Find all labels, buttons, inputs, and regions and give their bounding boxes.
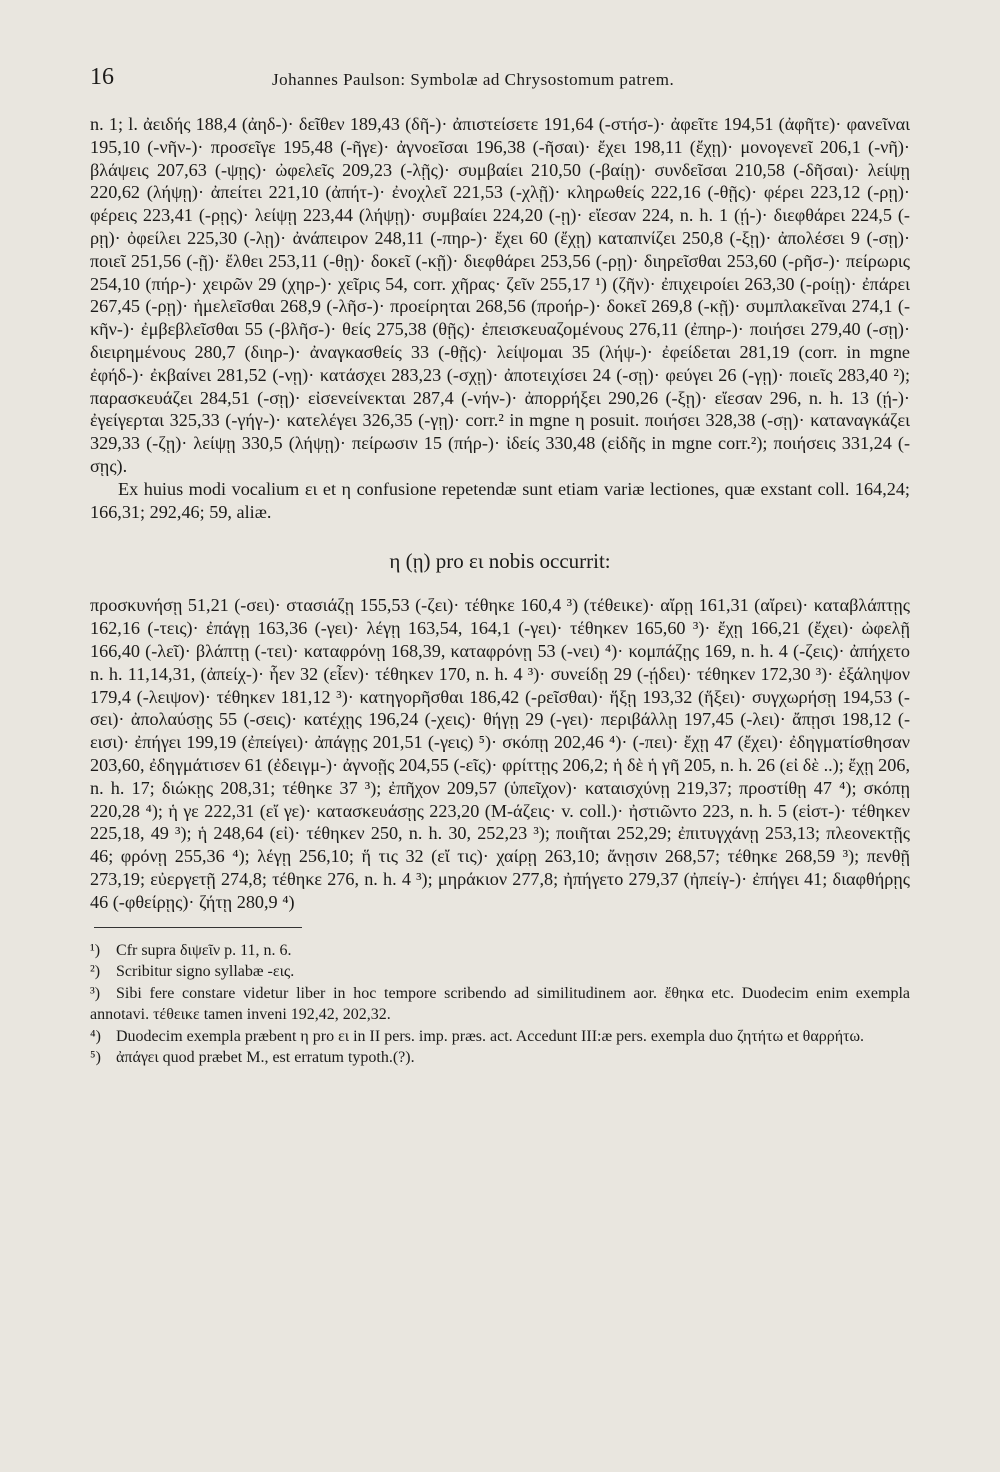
main-text: [90, 113, 910, 1069]
footnote: [90, 983, 910, 1026]
footnote-text: Sibi fere constare videtur liber in hoc tempore scribendo ad similitudinem aor. ἔθηκα etc. Duodecim enim exempla annotavi. τέθεικε tamen inveni 192,42, 202,32.: [90, 984, 910, 1023]
running-title: Johannes Paulson: Symbolæ ad Chrysostomum patrem.: [272, 70, 675, 89]
footnote-text: Scribitur signo syllabæ -εις.: [116, 963, 295, 980]
page-number: 16: [90, 64, 114, 90]
footnotes: [90, 940, 910, 1069]
paragraph-remark: Ex huius modi vocalium ει et η confusione repetendæ sunt etiam variæ lectiones, quæ exstant coll. 164,24; 166,31; 292,46; 59, aliæ.: [90, 478, 910, 522]
footnote: [90, 961, 910, 983]
footnote-mark: ⁵): [90, 1049, 101, 1066]
footnote-text: ἀπάγει quod præbet M., est erratum typoth.(?).: [116, 1049, 415, 1066]
section-heading: η (ῃ) pro ει nobis occurrit:: [389, 549, 611, 574]
footnote-mark: ²): [90, 963, 101, 980]
footnote: [90, 1026, 910, 1048]
footnote-mark: ⁴): [90, 1027, 101, 1045]
footnote-text: Duodecim exempla præbent η pro ει in II pers. imp. præs. act. Accedunt III:æ pers. exempla duo ζητήτω et θαρρήτω.: [116, 1027, 865, 1045]
footnote-mark: ³): [90, 984, 101, 1002]
paragraph-examples: προσκυνήσῃ 51,21 (-σει)· στασιάζῃ 155,53 (-ζει)· τέθηκε 160,4 ³) (τέθεικε)· αἴρῃ 161,31 (αἴρει)· καταβλάπτῃς 162,16 (-τεις)· ἐπάγῃ 163,36 (-γει)· λέγῃ 163,54, 164,1 (-γει)· τέθηκεν 165,60 ³)· ἔχῃ 166,21 (ἔχει)· ὠφελῇ 166,40 (-λεῖ)· βλάπτῃ (-τει)· καταφρόνῃ 168,39, καταφρόνῃ 53 (-νει) ⁴)· κομπάζῃς 169, n. h. 4 (-ζεις)· ἀπήχετο n. h. 11,14,31, (ἀπείχ-)· ἧεν 32 (εἶεν)· τέθηκεν 170, n. h. 4 ³)· συνείδῃ 29 (-ῄδει)· τέθηκεν 172,30 ³)· ἐξάληψον 179,4 (-λειψον)· τέθηκεν 181,12 ³)· κατηγορῆσθαι 186,42 (-ρεῖσθαι)· ἥξῃ 193,32 (ἥξει)· συγχωρήσῃ 194,53 (-σει)· ἀπολαύσῃς 55 (-σεις)· κατέχῃς 196,24 (-χεις)· θήγῃ 29 (-γει)· περιβάλλῃ 197,45 (-λει)· ἄπῃσι 198,12 (-εισι)· ἐπήγει 199,19 (ἐπείγει)· ἀπάγῃς 201,51 (-γεις) ⁵)· σκόπῃ 202,46 ⁴)· (-πει)· ἔχῃ 47 (ἔχει)· ἐδηγματίσθησαν 203,60, ἐδηγμάτισεν 61 (ἐδειγμ-)· ἀγνοῇς 204,55 (-εῖς)· φρίττῃς 206,2; ἡ δὲ ἡ γῆ 205, n. h. 26 (εἰ δὲ ..); ἔχῃ 206, n. h. 17; διώκῃς 208,31; τέθηκε 37 ³); ἐπῆχον 209,57 (ὑπεῖχον)· καταισχύνῃ 219,37; προστίθῃ 47 ⁴); σκόπῃ 220,28 ⁴); ἡ γε 222,31 (εἴ γε)· κατασκευάσῃς 223,20 (M-άζεις· v. coll.)· ἠστιῶντο 223, n. h. 5 (εἱστ-)· τέθηκεν 225,18, 49 ³); ἡ 248,64 (εἰ)· τέθηκεν 250, n. h. 30, 252,23 ³); ποιῆται 252,29; ἐπιτυγχάνῃ 253,13; πλεονεκτῇς 46; φρόνῃ 255,36 ⁴); λέγῃ 256,10; ἥ τις 32 (εἴ τις)· χαίρῃ 263,10; ἄνῃσιν 268,57; τέθηκε 268,59 ³); πενθῇ 273,19; εὐεργετῇ 274,8; τέθηκε 276, n. h. 4 ³); μηράκιον 277,8; ἠπήγετο 279,37 (ἠπείγ-)· ἐπήγει 41; διαφθήρῃς 46 (-φθείρῃς)· ζήτῃ 280,9 ⁴): [90, 595, 910, 912]
page-header: [90, 64, 910, 96]
paragraph-list-continuation: n. 1; l. ἀειδής 188,4 (ἀηδ-)· δεῖθεν 189,43 (δῆ-)· ἀπιστείσετε 191,64 (-στήσ-)· ἀφεῖτε 194,51 (ἀφῆτε)· φανεῖναι 195,10 (-νῆν-)· προσεῖγε 195,48 (-ῆγε)· ἀγνοεῖσαι 196,38 (-ῆσαι)· ἔχει 198,11 (ἔχῃ)· μονογενεῖ 206,1 (-νῆ)· βλάψεις 207,63 (-ψῃς)· ὠφελεῖς 209,23 (-λῇς)· συμβαίει 210,50 (-βαίῃ)· συνδεῖσαι 210,58 (-δῆσαι)· λείψῃ 220,62 (λήψῃ)· ἀπείτει 221,10 (ἀπήτ-)· ἐνοχλεῖ 221,53 (-χλῇ)· κληρωθείς 222,16 (-θῇς)· φέρει 223,12 (-ρῃ)· φέρεις 223,41 (-ρῃς)· λείψῃ 223,44 (λήψῃ)· συμβαίει 224,20 (-ῃ)· εἴεσαν 224, n. h. 1 (ῄ-)· διεφθάρει 224,5 (-ρῃ)· ὀφείλει 225,30 (-λῃ)· ἀνάπειρον 248,11 (-πηρ-)· ἔχει 60 (ἔχῃ) καταπνίζει 250,8 (-ξῃ)· ἀπολέσει 9 (-σῃ)· ποιεῖ 251,56 (-ῇ)· ἔλθει 253,11 (-θῃ)· δοκεῖ (-κῇ)· διεφθάρει 253,56 (-ρῃ)· διηρεῖσθαι 253,60 (-ρῆσ-)· πείρωρις 254,10 (πήρ-)· χειρῶν 29 (χηρ-)· χεῖρις 54, corr. χῆρας· ζεῖν 255,17 ¹) (ζῆν)· ἐπιχειροίει 263,30 (-ροίῃ)· ἐπάρει 267,45 (-ρῃ)· ἠμελεῖσθαι 268,9 (-λῆσ-)· προείρηται 268,56 (προήρ-)· δοκεῖ 269,8 (-κῇ)· συμπλακεῖναι 274,1 (-κῆν-)· ἐμβεβλεῖσθαι 55 (-βλῆσ-)· θείς 275,38 (θῇς)· ἐπεισκευαζομένους 276,11 (ἐπηρ-)· ποιήσει 279,40 (-σῃ)· διειρημένους 280,7 (διηρ-)· ἀναγκασθείς 33 (-θῇς)· λείψομαι 35 (λήψ-)· ἐφείδεται 281,19 (corr. in mgne ἐφήδ-)· ἐκβαίνει 281,52 (-νῃ)· κατάσχει 283,23 (-σχῃ)· ἀποτειχίσει 24 (-σῃ)· φεύγει 26 (-γῃ)· ποιεῖς 283,40 ²); παρασκευάζει 284,51 (-σῃ)· εἰσενείνεκται 287,4 (-νήν-)· ἀπορρήξει 290,26 (-ξῃ)· εἴεσαν 296, n. h. 13 (ῄ-)· ἐγείγερται 325,33 (-γήγ-)· κατελέγει 326,35 (-γῃ)· corr.² in mgne η posuit. ποιήσει 328,38 (-σῃ)· καταναγκάζει 329,33 (-ζῃ)· λείψῃ 330,5 (λήψῃ)· πείρωσιν 15 (πήρ-)· ἰδείς 330,48 (εἰδῆς in mgne corr.²); ποιήσεις 331,24 (-σῃς).: [90, 114, 910, 476]
footnote-divider: [94, 927, 302, 928]
footnote-text: Cfr supra διψεῖν p. 11, n. 6.: [116, 941, 292, 959]
footnote: [90, 1047, 910, 1069]
footnote: [90, 940, 910, 962]
footnote-mark: ¹): [90, 941, 101, 959]
